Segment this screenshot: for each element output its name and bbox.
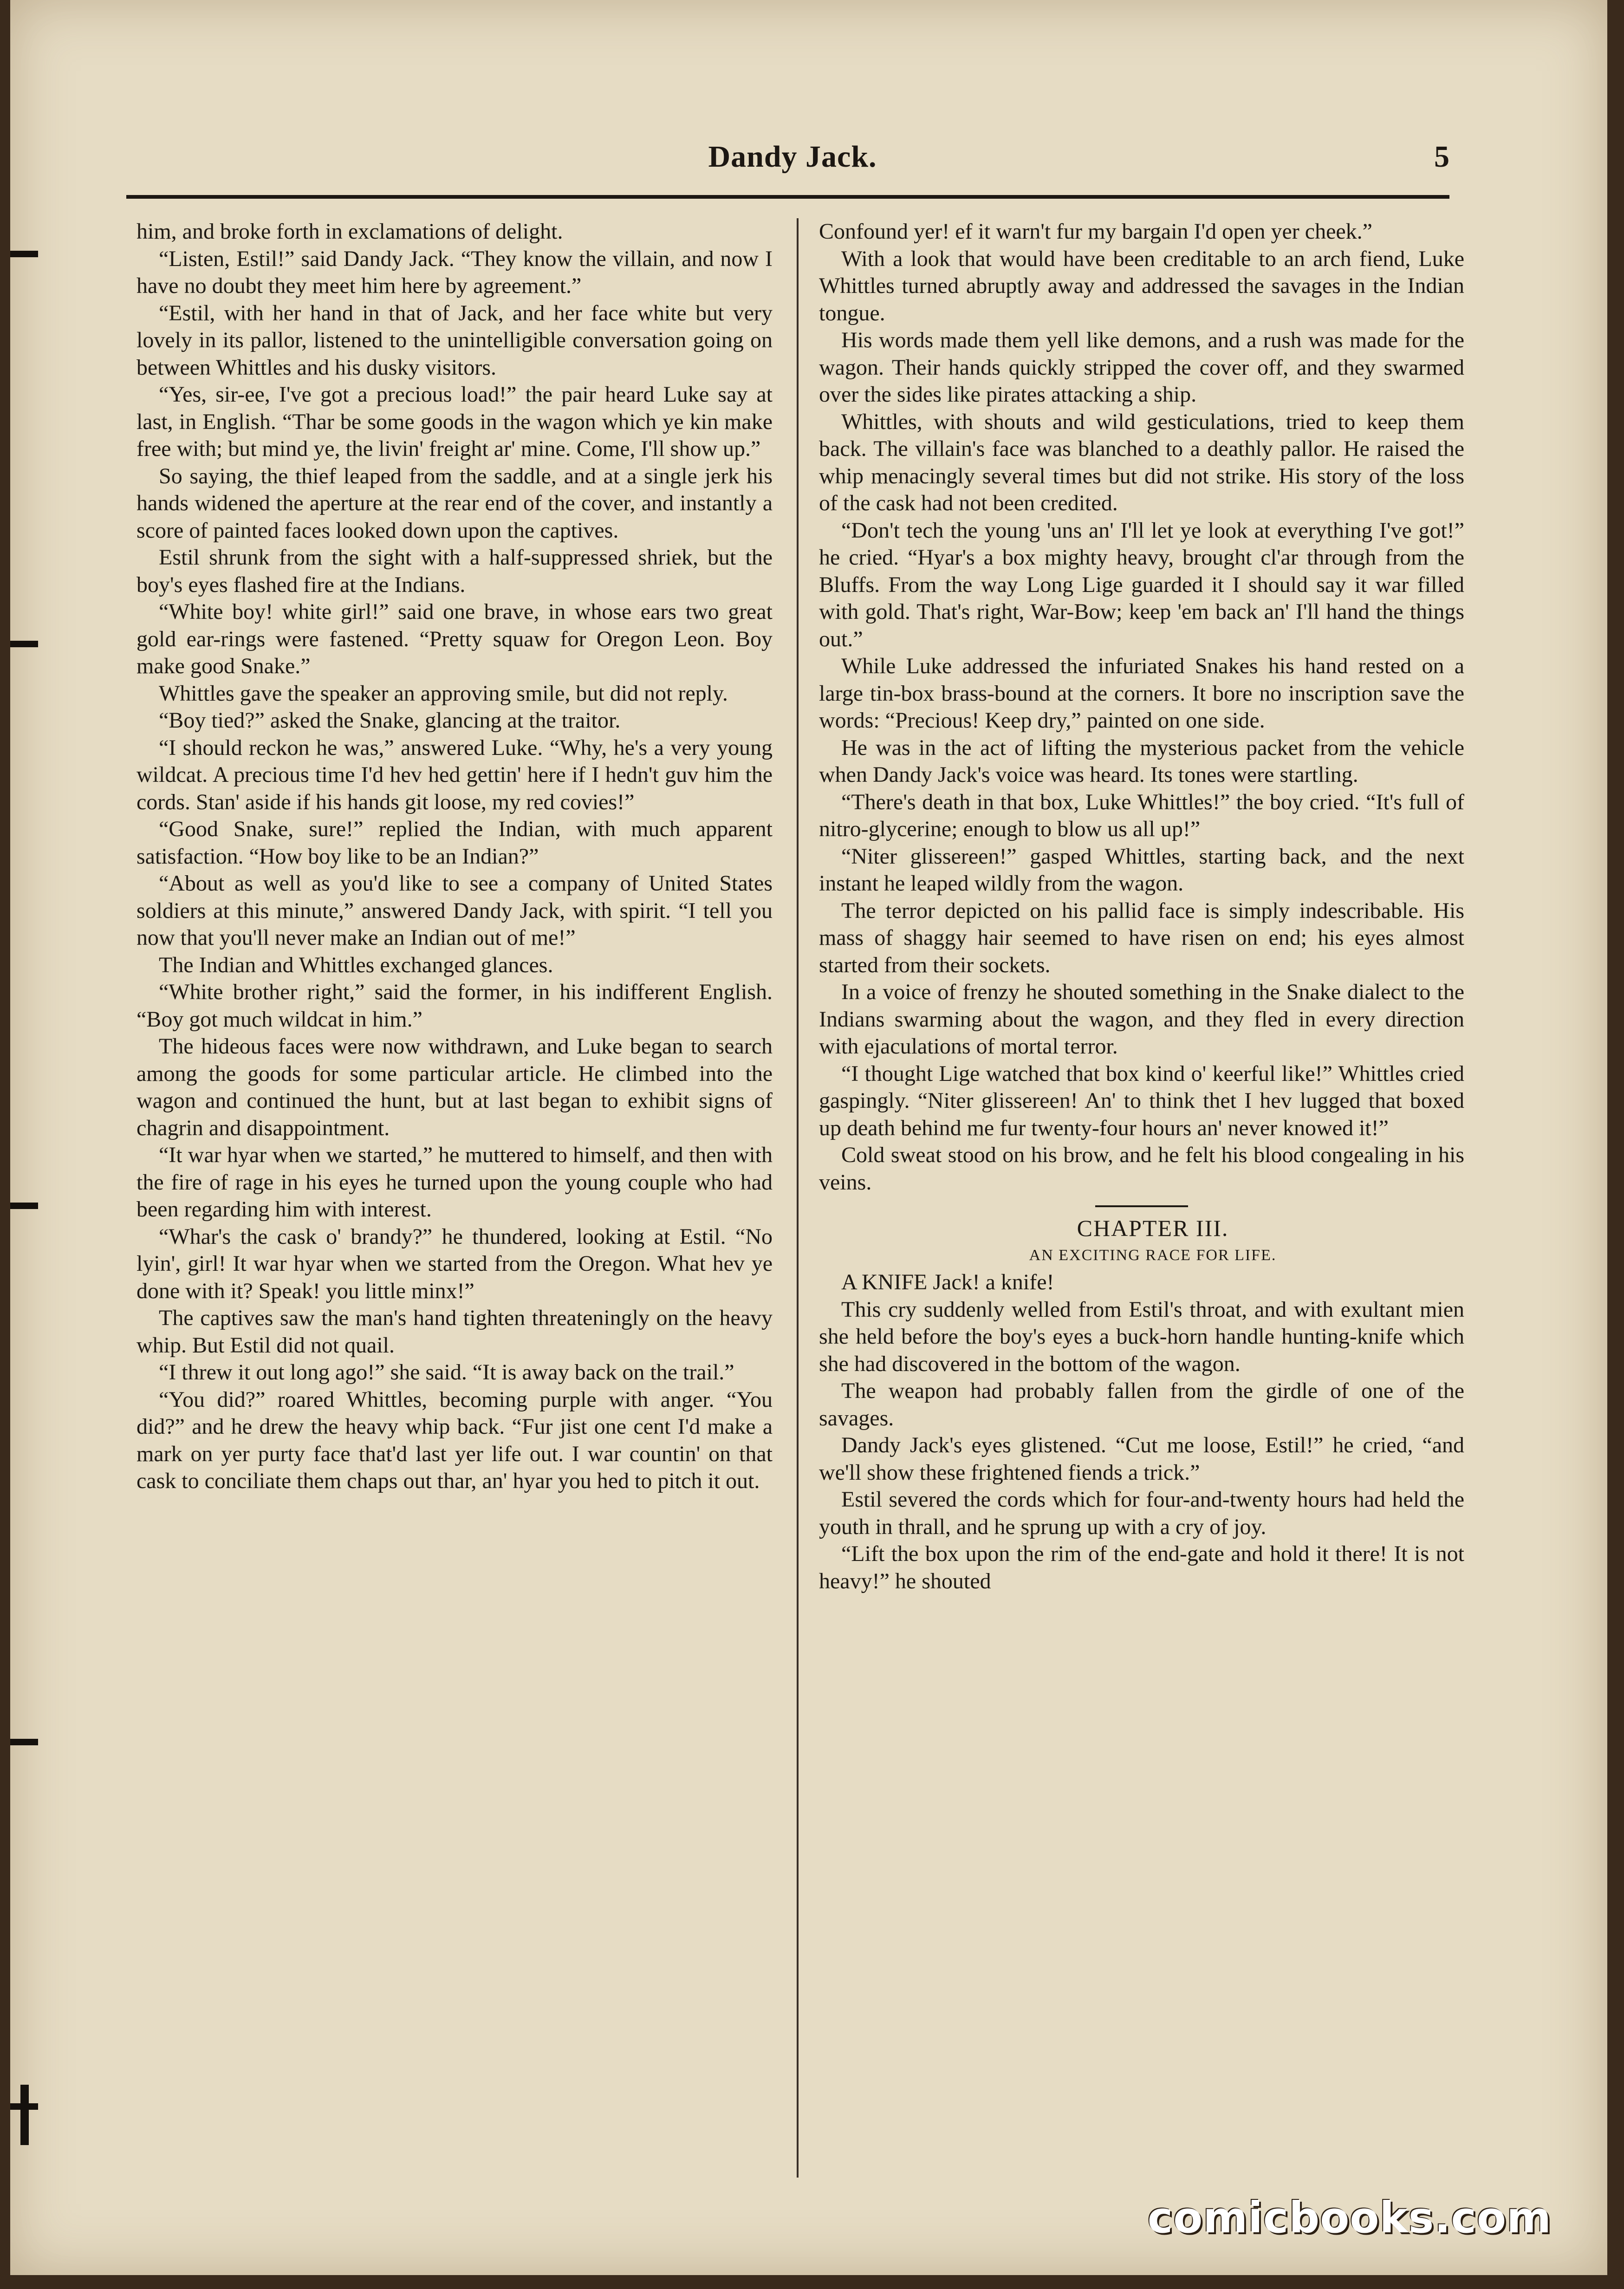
chapter-heading: CHAPTER III.	[1077, 1215, 1229, 1241]
paragraph: “Whar's the cask o' brandy?” he thundered, looking at Estil. “No lyin', girl! It war hyar when we started from the Oregon. What hev ye done with it? Speak! you little minx!”	[136, 1224, 773, 1303]
paragraph: “You did?” roared Whittles, becoming purple with anger. “You did?” and he drew the heavy whip back. “Fur jist one cent I'd make a mark on yer purty face that'd last yer life out. I war countin' on that cask to conciliate them chaps out thar, an' hyar you hed to pitch it out.	[136, 1387, 773, 1493]
paragraph: His words made them yell like demons, and a rush was made for the wagon. Their hands quickly stripped the cover off, and they swarmed over the sides like pirates attacking a ship.	[819, 328, 1464, 407]
paragraph: “There's death in that box, Luke Whittles!” the boy cried. “It's full of nitro-glycerine; enough to blow us all up!”	[819, 789, 1464, 841]
paragraph: Estil shrunk from the sight with a half-suppressed shriek, but the boy's eyes flashed fire at the Indians.	[136, 545, 773, 597]
paragraph: Cold sweat stood on his brow, and he felt his blood congealing in his veins.	[819, 1143, 1464, 1195]
right-column	[819, 218, 1464, 2178]
paragraph: “Estil, with her hand in that of Jack, and her face white but very lovely in its pallor, listened to the unintelligible conversation going on between Whittles and his dusky visitors.	[136, 300, 773, 380]
paragraph: A KNIFE Jack! a knife!	[841, 1270, 1054, 1294]
header-rule	[126, 195, 1449, 199]
binding-mark	[10, 2103, 38, 2110]
paragraph: him, and broke forth in exclamations of delight.	[136, 219, 563, 244]
paragraph: “White boy! white girl!” said one brave, in whose ears two great gold ear-rings were fastened. “Pretty squaw for Oregon Leon. Boy make good Snake.”	[136, 599, 773, 678]
paragraph: “I threw it out long ago!” she said. “It is away back on the trail.”	[159, 1360, 734, 1385]
paragraph: The hideous faces were now withdrawn, and Luke began to search among the goods for some particular article. He climbed into the wagon and continued the hunt, but at last began to exhibit signs of chagrin and disappointment.	[136, 1034, 773, 1140]
paragraph: Confound yer! ef it warn't fur my bargain I'd open yer cheek.”	[819, 219, 1372, 244]
paragraph: Dandy Jack's eyes glistened. “Cut me loose, Estil!” he cried, “and we'll show these frightened fiends a trick.”	[819, 1433, 1464, 1485]
paragraph: “Good Snake, sure!” replied the Indian, with much apparent satisfaction. “How boy like to be an Indian?”	[136, 817, 773, 869]
paragraph: This cry suddenly welled from Estil's throat, and with exultant mien she held before the boy's eyes a buck-horn handle hunting-knife which she had discovered in the bottom of the wagon.	[819, 1297, 1464, 1376]
binding-mark	[10, 1203, 38, 1209]
binding-mark	[10, 641, 38, 647]
column-divider	[797, 218, 799, 2178]
paragraph: The Indian and Whittles exchanged glances.	[159, 952, 553, 977]
paragraph: The weapon had probably fallen from the girdle of one of the savages.	[819, 1379, 1464, 1431]
binding-mark	[10, 1739, 38, 1745]
paragraph: Estil severed the cords which for four-and-twenty hours had held the youth in thrall, and he sprung up with a cry of joy.	[819, 1487, 1464, 1539]
chapter-rule	[1095, 1205, 1188, 1207]
paragraph: “About as well as you'd like to see a company of United States soldiers at this minute,” answered Dandy Jack, with spirit. “I tell you now that you'll never make an Indian out of me!”	[136, 871, 773, 950]
paragraph: “Don't tech the young 'uns an' I'll let ye look at everything I've got!” he cried. “Hyar's a box mighty heavy, brought cl'ar through from the Bluffs. From the way Long Lige guarded it I should say it war filled with gold. That's right, War-Bow; keep 'em back an' I'll hand the things out.”	[819, 518, 1464, 651]
paragraph: “Niter glissereen!” gasped Whittles, starting back, and the next instant he leaped wildly from the wagon.	[819, 844, 1464, 896]
paragraph: With a look that would have been creditable to an arch fiend, Luke Whittles turned abruptly away and addressed the savages in the Indian tongue.	[819, 246, 1464, 325]
paragraph: The captives saw the man's hand tighten threateningly on the heavy whip. But Estil did not quail.	[136, 1306, 773, 1358]
page-title: Dandy Jack.	[708, 140, 877, 174]
paragraph: “Listen, Estil!” said Dandy Jack. “They know the villain, and now I have no doubt they meet him here by agreement.”	[136, 246, 773, 298]
paragraph: “It war hyar when we started,” he muttered to himself, and then with the fire of rage in his eyes he turned upon the young couple who had been regarding him with interest.	[136, 1143, 773, 1222]
chapter-subtitle: AN EXCITING RACE FOR LIFE.	[1029, 1246, 1277, 1264]
binding-mark	[20, 2085, 29, 2145]
paragraph: Whittles, with shouts and wild gesticulations, tried to keep them back. The villain's face was blanched to a deathly pallor. He raised the whip menacingly several times but did not strike. His story of the loss of the cask had not been credited.	[819, 409, 1464, 515]
paragraph: The terror depicted on his pallid face is simply indescribable. His mass of shaggy hair seemed to have risen on end; his eyes almost started from their sockets.	[819, 898, 1464, 977]
paragraph: While Luke addressed the infuriated Snakes his hand rested on a large tin-box brass-bound at the corners. It bore no inscription save the words: “Precious! Keep dry,” painted on one side.	[819, 654, 1464, 733]
paragraph: Whittles gave the speaker an approving smile, but did not reply.	[159, 681, 728, 706]
paragraph: “I thought Lige watched that box kind o' keerful like!” Whittles cried gaspingly. “Niter glissereen! An' to think thet I hev lugged that boxed up death behind me fur twenty-four hours an' never knowed it!”	[819, 1061, 1464, 1140]
paragraph: “Lift the box upon the rim of the end-gate and hold it there! It is not heavy!” he shouted	[819, 1541, 1464, 1593]
paragraph: “I should reckon he was,” answered Luke. “Why, he's a very young wildcat. A precious time I'd hev hed gettin' here if I hedn't guv him the cords. Stan' aside if his hands git loose, my red covies!”	[136, 735, 773, 814]
book-page	[10, 0, 1607, 2275]
paragraph: “Yes, sir-ee, I've got a precious load!” the pair heard Luke say at last, in English. “Thar be some goods in the wagon which ye kin make free with; but mind ye, the livin' freight ar' mine. Come, I'll show up.”	[136, 382, 773, 461]
paragraph: He was in the act of lifting the mysterious packet from the vehicle when Dandy Jack's voice was heard. Its tones were startling.	[819, 735, 1464, 787]
paragraph: In a voice of frenzy he shouted something in the Snake dialect to the Indians swarming about the wagon, and they fled in every direction with ejaculations of mortal terror.	[819, 980, 1464, 1059]
paragraph: So saying, the thief leaped from the saddle, and at a single jerk his hands widened the aperture at the rear end of the cover, and instantly a score of painted faces looked down upon the captives.	[136, 463, 773, 543]
left-column	[136, 218, 773, 2178]
binding-mark	[10, 251, 38, 257]
binding-marks	[10, 0, 43, 2275]
watermark: comicbooks.com	[1147, 2193, 1552, 2243]
paragraph: “White brother right,” said the former, in his indifferent English. “Boy got much wildcat in him.”	[136, 980, 773, 1032]
page-header	[136, 139, 1449, 190]
page-number: 5	[1434, 140, 1449, 174]
paragraph: “Boy tied?” asked the Snake, glancing at the traitor.	[159, 708, 621, 733]
